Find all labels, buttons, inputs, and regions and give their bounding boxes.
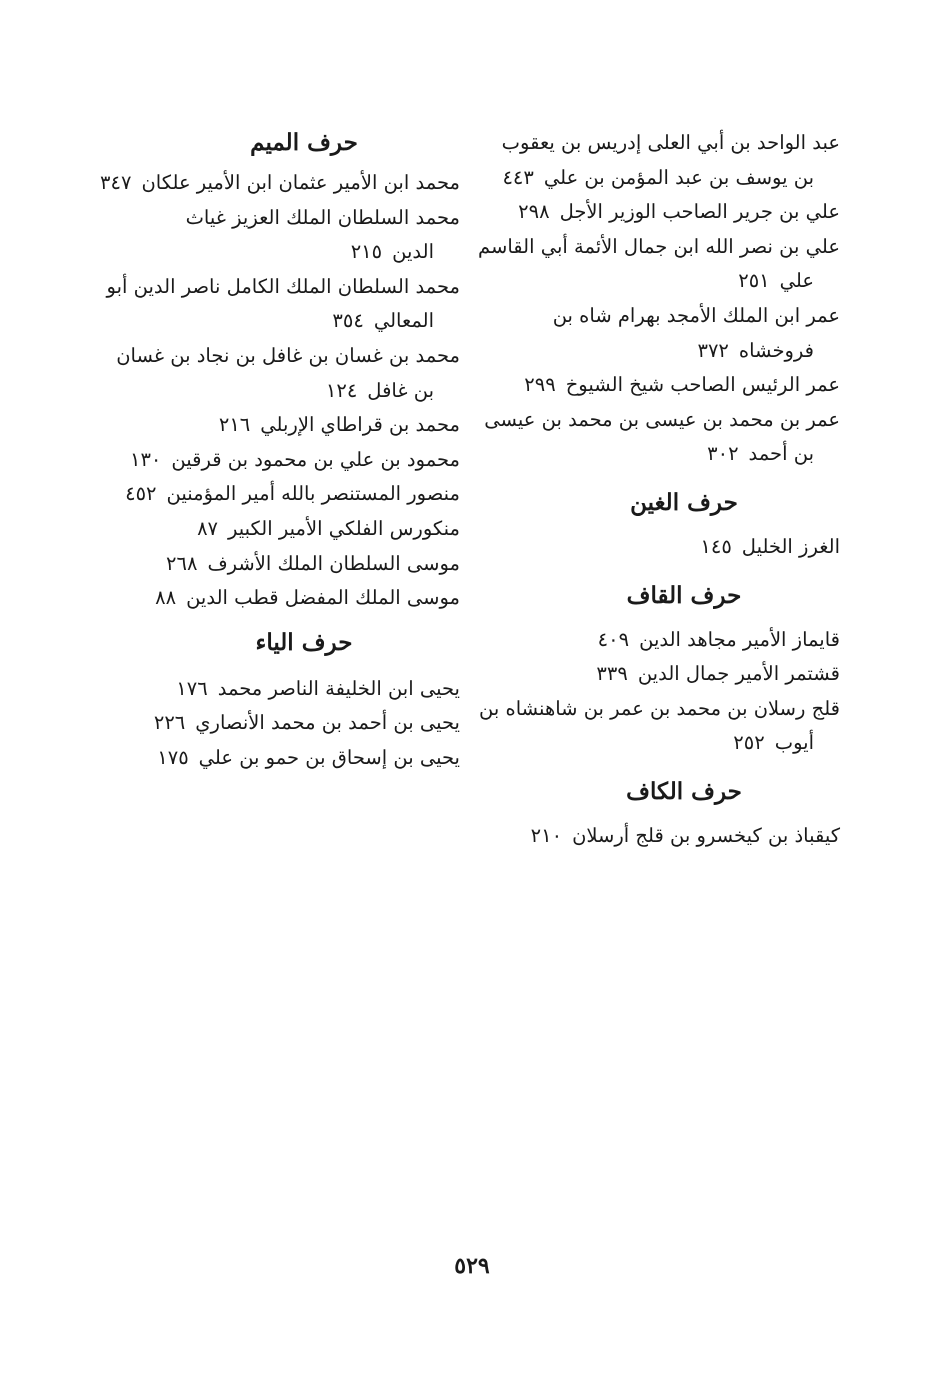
index-entry: [478, 692, 840, 761]
index-entry: [98, 706, 460, 741]
entry-page: ٣٤٧: [100, 171, 132, 194]
entry-page: ٤٤٣: [502, 165, 534, 189]
entry-page: ٣٠٢: [707, 442, 739, 466]
entry-name: قشتمر الأمير جمال الدين: [637, 662, 840, 686]
entry-page: ٨٨: [155, 586, 177, 610]
entry-page: ٤٥٢: [125, 482, 157, 506]
index-entry: [98, 477, 460, 512]
index-entry: [98, 741, 460, 776]
entry-name: يحيى بن أحمد بن محمد الأنصاري: [195, 711, 460, 735]
section-heading-meem: حرف الميم: [250, 129, 358, 156]
index-entry: [98, 672, 460, 707]
section-heading-ghain: حرف الغين: [630, 488, 738, 516]
index-entry: [478, 623, 840, 658]
entry-name: عمر الرئيس الصاحب شيخ الشيوخ: [565, 373, 840, 397]
entry-name: علي بن نصر الله ابن جمال الأئمة أبي القاسم علي: [478, 234, 840, 293]
index-entry: [478, 368, 840, 403]
entry-page: ١٧٥: [157, 745, 189, 769]
entry-page: ٢٢٦: [153, 711, 186, 735]
entry-page: ٢٥٢: [733, 731, 765, 755]
entry-page: ٨٧: [197, 516, 219, 540]
index-entry: [98, 547, 460, 582]
index-entry: [478, 819, 840, 854]
entry-name: محمد السلطان الملك الكامل ناصر الدين أبو المعالي: [106, 274, 460, 333]
entry-page: ١٣٠: [129, 447, 162, 471]
entry-page: ٤٠٩: [597, 627, 630, 651]
index-entry: [98, 270, 460, 339]
entry-page: ٢١٦: [218, 413, 251, 437]
entry-name: محمد السلطان الملك العزيز غياث الدين: [185, 205, 460, 264]
index-entry: [478, 299, 840, 368]
index-entry: [478, 230, 840, 299]
entry-page: ٢٩٨: [518, 200, 550, 224]
index-entry: [478, 403, 840, 472]
entry-page: ١٢٤: [325, 378, 358, 402]
entry-name: محمد بن قراطاي الإربلي: [260, 413, 460, 437]
index-entry: [98, 512, 460, 547]
entry-page: ١٤٥: [700, 534, 732, 558]
entry-name: محمود بن علي بن محمود بن قرقين: [171, 447, 460, 471]
entry-page: ٢١٠: [530, 823, 563, 847]
entry-name: عمر بن محمد بن عيسى بن محمد بن عيسى بن أحمد: [484, 407, 840, 466]
entry-name: محمد بن غسان بن غافل بن نجاد بن غسان بن غافل: [116, 343, 460, 402]
entry-page: ١٧٦: [176, 676, 208, 700]
index-entry: [98, 339, 460, 408]
entry-name: كيقباذ بن كيخسرو بن قلج أرسلان: [572, 823, 840, 847]
index-column-right: [478, 126, 840, 854]
entry-name: عمر ابن الملك الأمجد بهرام شاه بن فروخشاه: [552, 303, 840, 362]
entry-name: قايماز الأمير مجاهد الدين: [639, 627, 840, 651]
index-entry: [98, 581, 460, 616]
index-entry: [478, 657, 840, 692]
index-entry: [98, 166, 460, 201]
section-heading-qaf: حرف القاف: [626, 581, 742, 609]
entry-name: محمد ابن الأمير عثمان ابن الأمير علكان: [141, 171, 460, 194]
entry-page: ٢٩٩: [524, 373, 556, 397]
entry-page: ٣٧٢: [697, 338, 729, 362]
entry-name: منصور المستنصر بالله أمير المؤمنين: [166, 482, 460, 506]
entry-name: قلج رسلان بن محمد بن عمر بن شاهنشاه بن أيوب: [479, 696, 840, 755]
index-entry: [478, 530, 840, 565]
entry-name: عبد الواحد بن أبي العلى إدريس بن يعقوب بن يوسف بن عبد المؤمن بن علي: [501, 131, 840, 189]
entry-name: الغرز الخليل: [741, 534, 840, 558]
entry-page: ٣٥٤: [332, 309, 364, 333]
entry-page: ٢١٥: [350, 240, 383, 264]
index-entry: [98, 443, 460, 478]
index-entry: [98, 408, 460, 443]
entry-page: ٢٥١: [738, 269, 770, 293]
entry-name: موسى السلطان الملك الأشرف: [207, 551, 460, 575]
entry-page: ٣٣٩: [596, 662, 628, 686]
entry-name: علي بن جرير الصاحب الوزير الأجل: [559, 200, 840, 224]
index-entry: [478, 126, 840, 195]
entry-name: يحيى ابن الخليفة الناصر محمد: [217, 676, 460, 700]
section-heading-kaf: حرف الكاف: [626, 777, 742, 805]
section-heading-ya: حرف الياء: [255, 628, 353, 656]
entry-name: يحيى بن إسحاق بن حمو بن علي: [198, 745, 460, 769]
entry-name: منكورس الفلكي الأمير الكبير: [228, 516, 460, 540]
index-column-left: [98, 126, 460, 776]
index-entry: [478, 195, 840, 230]
entry-page: ٢٦٨: [166, 551, 198, 575]
page-number: ٥٢٩: [454, 1253, 490, 1279]
entry-name: موسى الملك المفضل قطب الدين: [186, 586, 460, 610]
index-entry: [98, 201, 460, 270]
